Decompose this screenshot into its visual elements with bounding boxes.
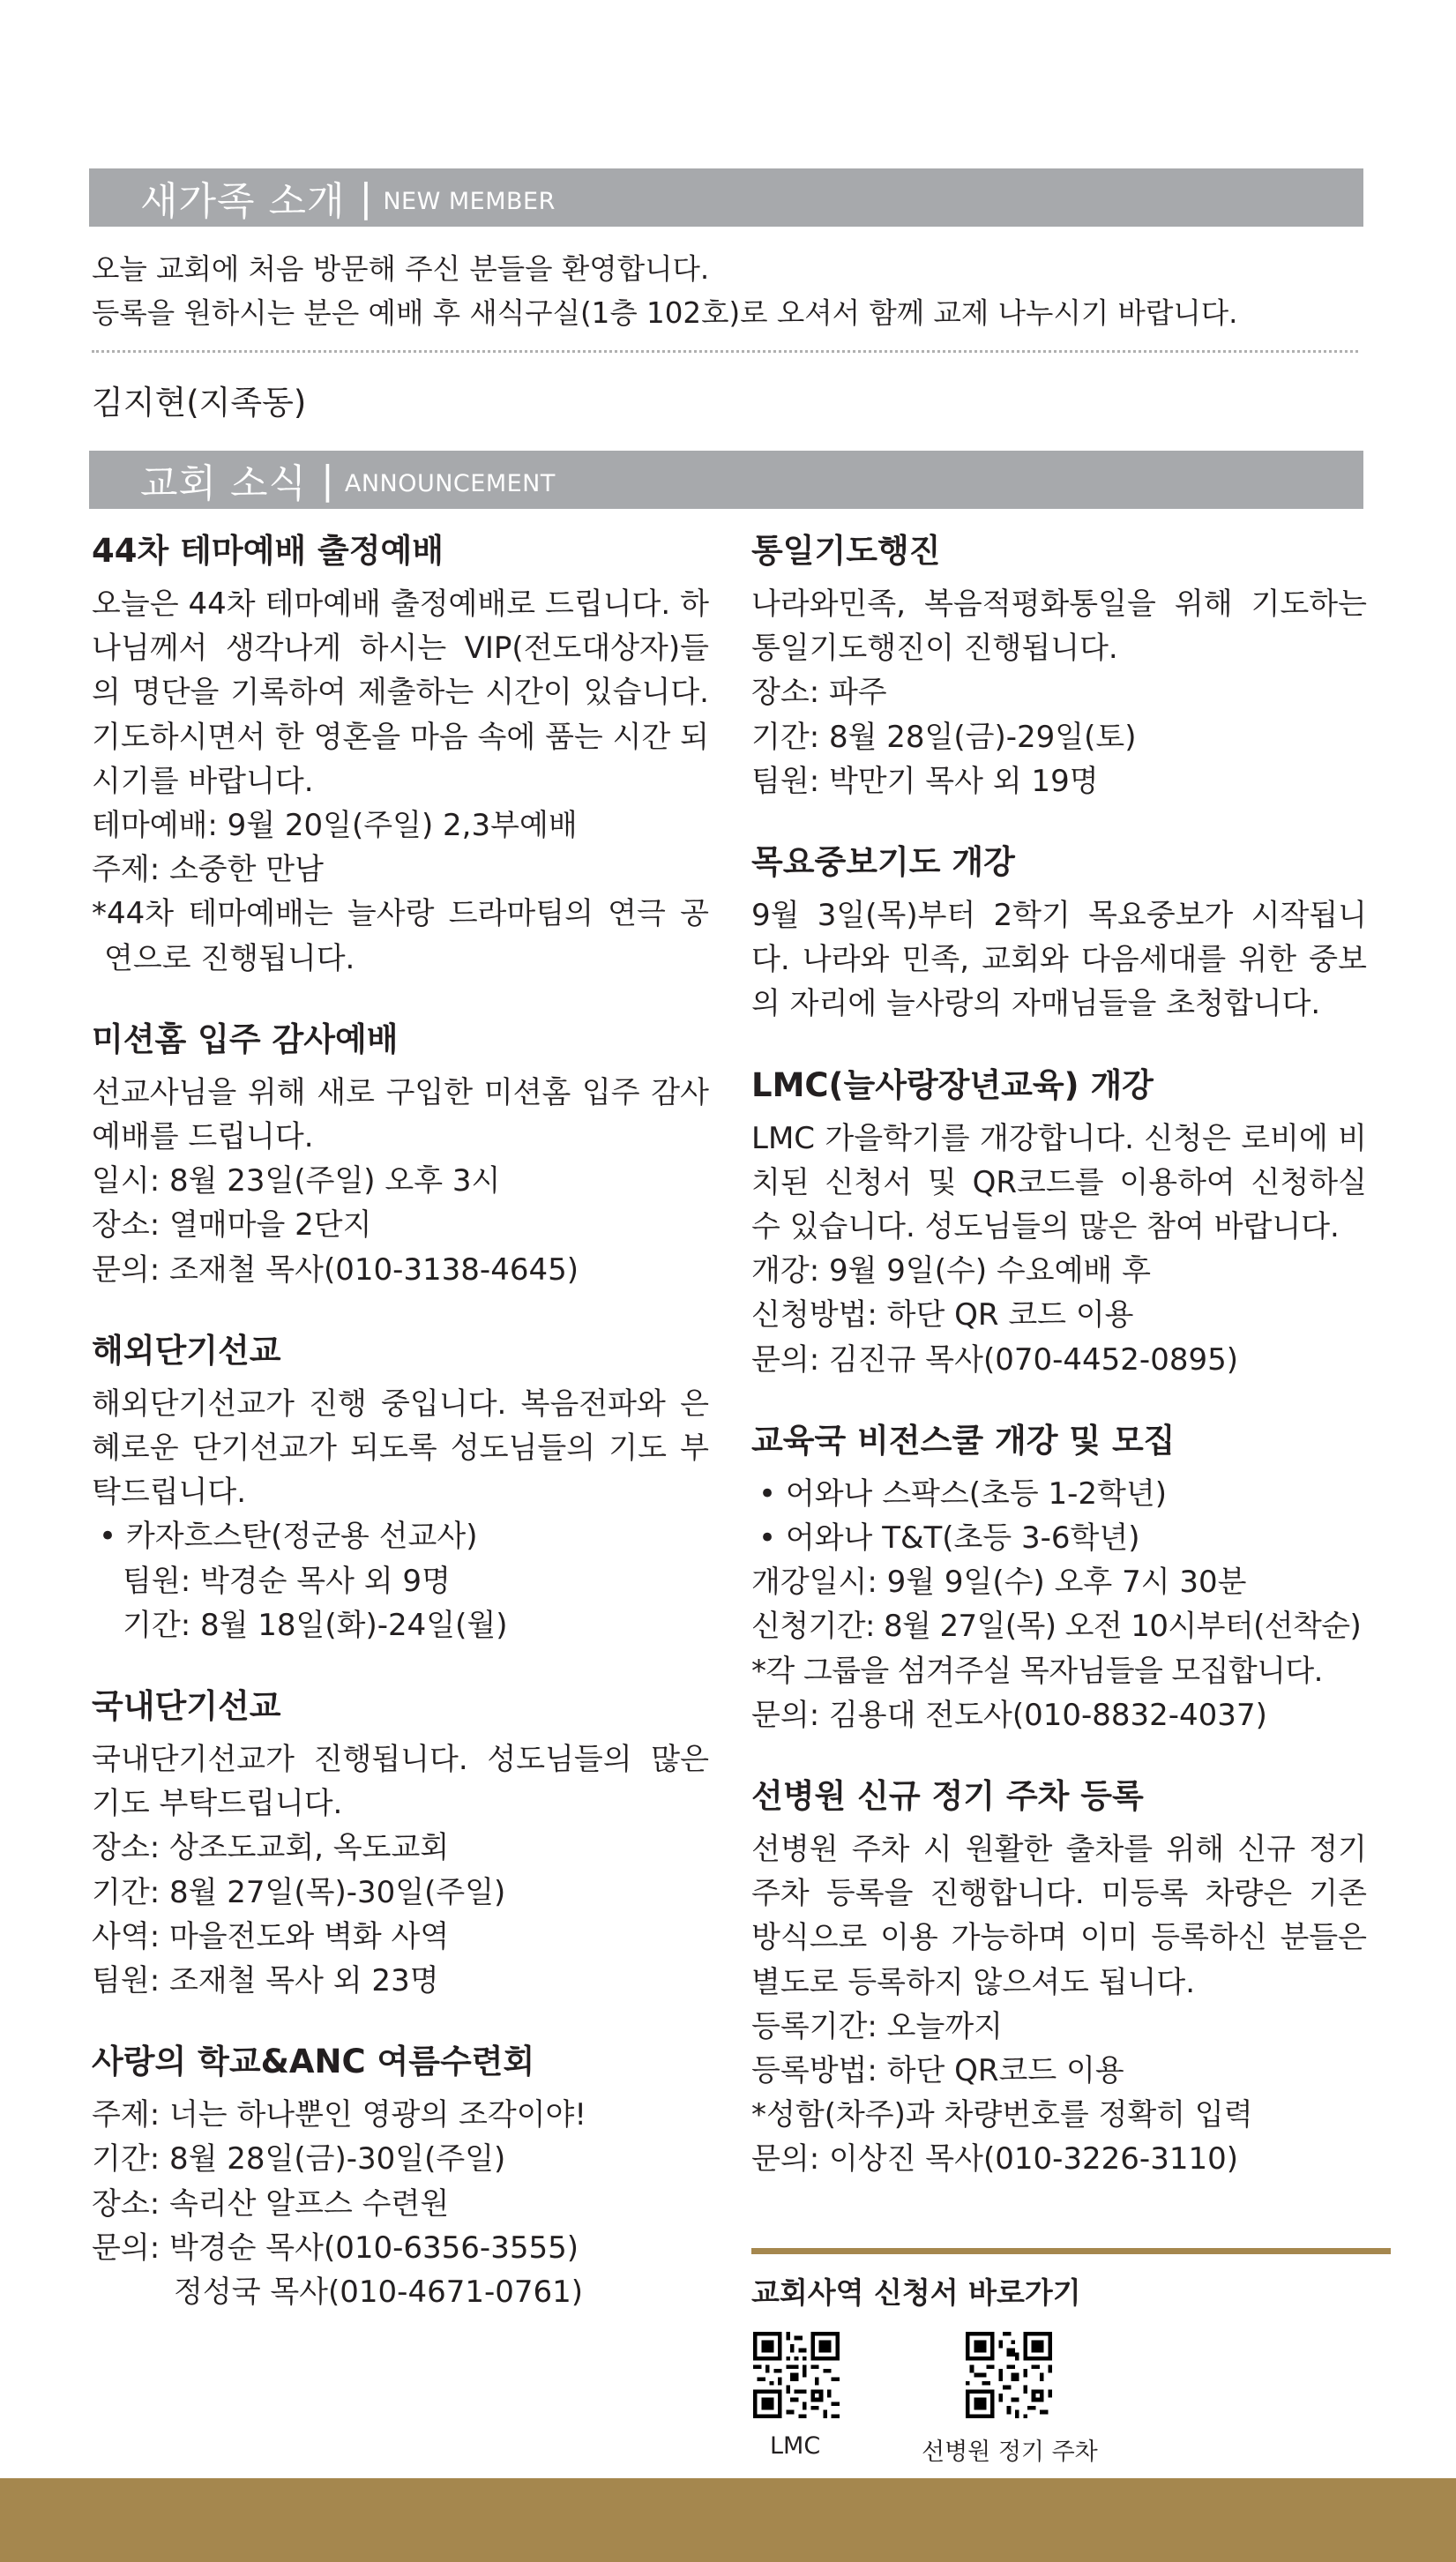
announcement-parking (751, 1774, 1367, 2182)
item-title: 통일기도행진 (751, 532, 941, 570)
qr-label-lmc: LMC (770, 2432, 821, 2460)
item-body: 오늘은 44차 테마예배 출정예배로 드립니다. 하나님께서 생각나게 하시는 VIP(전도대상자)들의 명단을 기록하여 제출하는 시간이 있습니다. 기도하시면서 한 영혼을 마음 속에 품는 시간 되시기를 바랍니다. (92, 586, 709, 799)
qr-label-parking: 선병원 정기 주차 (922, 2439, 1098, 2466)
item-bullet: • 어와나 T&T(초등 3-6학년) (758, 1520, 1140, 1557)
item-line: 주제: 너는 하나뿐인 영광의 조각이야! (92, 2097, 586, 2133)
announcement-title: 교회 소식 (140, 461, 308, 506)
qr-section-divider (751, 2248, 1391, 2254)
item-title: 44차 테마예배 출정예배 (92, 532, 444, 570)
item-line: 장소: 상조도교회, 옥도교회 (92, 1830, 450, 1866)
item-line: 등록방법: 하단 QR코드 이용 (751, 2053, 1124, 2089)
right-column (751, 529, 1367, 2219)
new-member-name: 김지현(지족동) (92, 384, 307, 422)
intro-line: 등록을 원하시는 분은 예배 후 새식구실(1층 102호)로 오셔서 함께 교제 나누시기 바랍니다. (92, 296, 1238, 330)
announcement-vision-school (751, 1419, 1367, 1737)
announcement-summer-retreat (92, 2040, 709, 2314)
header-separator: | (359, 175, 373, 220)
item-body: 나라와민족, 복음적평화통일을 위해 기도하는 통일기도행진이 진행됩니다. (751, 586, 1367, 667)
item-title: 미션홈 입주 감사예배 (92, 1020, 399, 1058)
qr-code-icon[interactable] (966, 2332, 1052, 2418)
item-title: LMC(늘사랑장년교육) 개강 (751, 1065, 1154, 1104)
item-body: 선교사님을 위해 새로 구입한 미션홈 입주 감사예배를 드립니다. (92, 1074, 709, 1155)
item-line: 기간: 8월 28일(금)-29일(토) (751, 719, 1137, 755)
item-bullet: • 어와나 스팍스(초등 1-2학년) (758, 1475, 1167, 1512)
announcement-lmc (751, 1064, 1367, 1382)
item-line: 문의: 조재철 목사(010-3138-4645) (92, 1251, 579, 1288)
new-member-title-en: NEW MEMBER (383, 187, 556, 215)
item-line: 개강: 9월 9일(수) 수요예배 후 (751, 1253, 1151, 1289)
intro-line: 오늘 교회에 처음 방문해 주신 분들을 환영합니다. (92, 252, 710, 286)
item-line: 문의: 김진규 목사(070-4452-0895) (751, 1341, 1238, 1378)
item-line: 팀원: 박만기 목사 외 19명 (751, 763, 1099, 799)
item-line: *각 그룹을 섬겨주실 목자님들을 모집합니다. (751, 1653, 1323, 1689)
item-sub-line: 팀원: 박경순 목사 외 9명 (123, 1563, 451, 1599)
announcement-overseas-mission (92, 1329, 709, 1647)
item-line: 문의: 박경순 목사(010-6356-3555) (92, 2230, 579, 2266)
announcement-theme-worship (92, 529, 709, 981)
item-line: 정성국 목사(010-4671-0761) (174, 2274, 584, 2311)
item-body: 선병원 주차 시 원활한 출차를 위해 신규 정기 주차 등록을 진행합니다. 미등록 차량은 기존 방식으로 이용 가능하며 이미 등록하신 분들은 별도로 등록하지 않으셔도 됩니다. (751, 1832, 1367, 2000)
item-line: 팀원: 조재철 목사 외 23명 (92, 1963, 439, 1999)
item-line: 등록기간: 오늘까지 (751, 2008, 1004, 2044)
item-body: LMC 가을학기를 개강합니다. 신청은 로비에 비치된 신청서 및 QR코드를 이용하여 신청하실 수 있습니다. 성도님들의 많은 참여 바랍니다. (751, 1120, 1367, 1245)
item-line: 문의: 이상진 목사(010-3226-3110) (751, 2141, 1238, 2177)
item-title: 사랑의 학교&ANC 여름수련회 (92, 2043, 535, 2081)
item-line: 사역: 마을전도와 벽화 사역 (92, 1918, 450, 1954)
item-sub-line: 기간: 8월 18일(화)-24일(월) (123, 1607, 508, 1643)
footer-band (0, 2478, 1456, 2562)
item-body: 국내단기선교가 진행됩니다. 성도님들의 많은 기도 부탁드립니다. (92, 1742, 709, 1822)
item-body: 9월 3일(목)부터 2학기 목요중보가 시작됩니다. 나라와 민족, 교회와 다음세대를 위한 중보의 자리에 늘사랑의 자매님들을 초청합니다. (751, 898, 1367, 1022)
item-line: 신청기간: 8월 27일(목) 오전 10시부터(선착순) (751, 1609, 1362, 1645)
item-line: 신청방법: 하단 QR 코드 이용 (751, 1297, 1134, 1333)
item-line: *성함(차주)과 차량번호를 정확히 입력 (751, 2097, 1253, 2133)
announcement-unification-prayer (751, 529, 1367, 803)
item-line: 일시: 8월 23일(주일) 오후 3시 (92, 1163, 501, 1199)
qr-code-icon[interactable] (753, 2332, 840, 2418)
header-separator: | (321, 457, 334, 503)
announcement-thursday-prayer (751, 840, 1367, 1027)
item-line: 기간: 8월 28일(금)-30일(주일) (92, 2141, 506, 2177)
item-line: 장소: 속리산 알프스 수련원 (92, 2185, 450, 2222)
item-line: 기간: 8월 27일(목)-30일(주일) (92, 1874, 506, 1910)
announcement-title-en: ANNOUNCEMENT (344, 469, 556, 497)
announcement-mission-home (92, 1018, 709, 1292)
item-line: 개강일시: 9월 9일(수) 오후 7시 30분 (751, 1565, 1247, 1601)
left-column (92, 529, 709, 2351)
announcement-header (89, 451, 1363, 509)
item-note: *44차 테마예배는 늘사랑 드라마팀의 연극 공연으로 진행됩니다. (92, 896, 709, 976)
item-line: 주제: 소중한 만남 (92, 852, 324, 888)
item-line: 테마예배: 9월 20일(주일) 2,3부예배 (92, 808, 578, 844)
item-bullet: • 카자흐스탄(정군용 선교사) (99, 1519, 478, 1555)
item-body: 해외단기선교가 진행 중입니다. 복음전파와 은혜로운 단기선교가 되도록 성도님들의 기도 부탁드립니다. (92, 1386, 709, 1511)
item-title: 해외단기선교 (92, 1331, 281, 1370)
item-line: 문의: 김용대 전도사(010-8832-4037) (751, 1697, 1267, 1733)
item-line: 장소: 열매마을 2단지 (92, 1207, 372, 1244)
new-member-intro (92, 247, 1362, 335)
new-member-title: 새가족 소개 (140, 179, 346, 224)
new-member-header (89, 168, 1363, 227)
dotted-divider (92, 350, 1358, 353)
item-line: 장소: 파주 (751, 675, 887, 711)
item-title: 교육국 비전스쿨 개강 및 모집 (751, 1421, 1176, 1460)
item-title: 목요중보기도 개강 (751, 843, 1015, 882)
item-title: 선병원 신규 정기 주차 등록 (751, 1777, 1144, 1816)
item-title: 국내단기선교 (92, 1687, 281, 1726)
announcement-domestic-mission (92, 1684, 709, 2003)
qr-section-title: 교회사역 신청서 바로가기 (751, 2275, 1081, 2310)
